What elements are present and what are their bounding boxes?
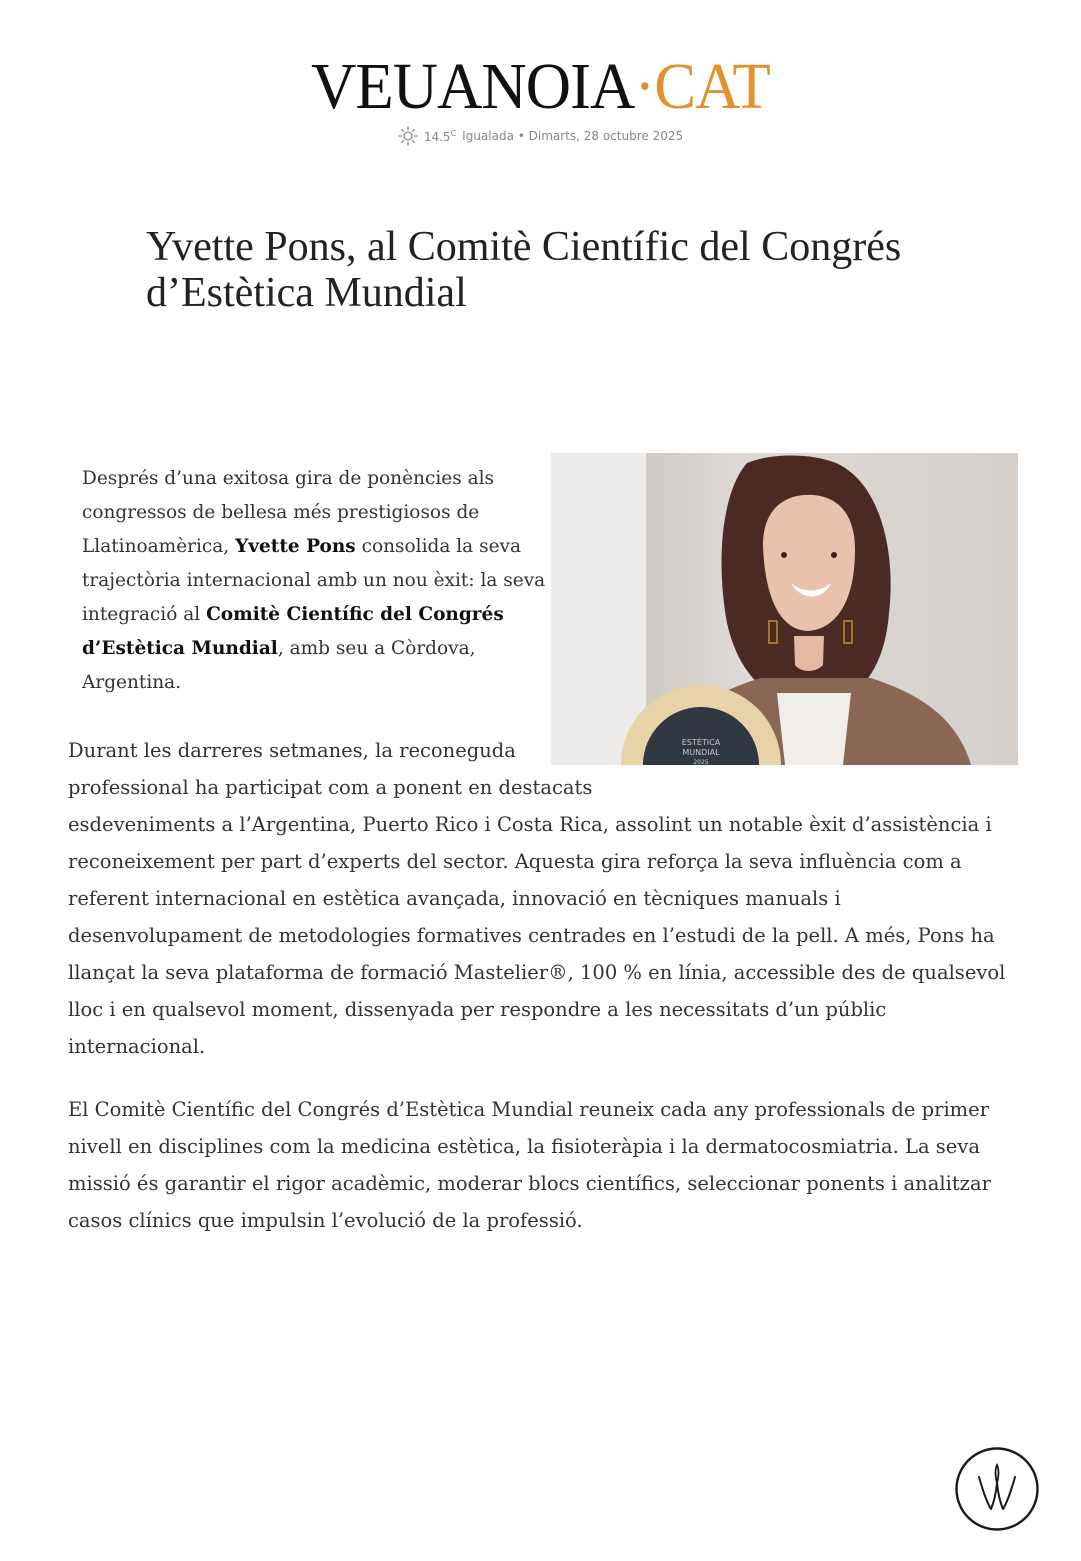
logo-separator: · bbox=[634, 50, 655, 123]
logo-suffix: CAT bbox=[654, 50, 770, 123]
portrait-image bbox=[551, 453, 1018, 765]
plaque-line-3: 2025 bbox=[693, 759, 709, 765]
sun-icon bbox=[398, 126, 418, 146]
site-logo[interactable] bbox=[311, 50, 770, 123]
bold-committee: Comitè Científic del Congrés d’Estètica Mundial bbox=[82, 604, 504, 659]
bold-name: Yvette Pons bbox=[235, 536, 356, 557]
weather-location-date: Igualada • Dimarts, 28 octubre 2025 bbox=[462, 129, 684, 143]
article-headline: Yvette Pons, al Comitè Científic del Congrés d’Estètica Mundial bbox=[146, 224, 902, 316]
paragraph-2-start: Durant les darreres setmanes, la reconeguda professional ha participat com a ponent en destacats bbox=[68, 739, 593, 799]
weather-bar bbox=[398, 126, 683, 146]
article-intro: Després d’una exitosa gira de ponències als congressos de bellesa més prestigiosos de Llatinoamèrica, Yvette Pons consolida la seva trajectòria internacional amb un nou èxit: la seva integració al Comitè Científic del Congrés d’Estètica Mundial, amb seu a Còrdova, Argentina. bbox=[82, 468, 546, 693]
article-photo bbox=[551, 453, 1018, 765]
article-paragraph-2 bbox=[68, 732, 1008, 1065]
publisher-badge-icon[interactable] bbox=[955, 1447, 1039, 1531]
paragraph-2-rest: esdeveniments a l’Argentina, Puerto Rico i Costa Rica, assolint un notable èxit d’assistència i reconeixement per part d’experts del sector. Aquesta gira reforça la seva influència com a referent internacional en estètica avançada, innovació en tècniques manuals i desenvolupament de metodologies formatives centrades en l’estudi de la pell. A més, Pons ha llançat la seva plataforma de formació Mastelier®, 100 % en línia, accessible des de qualsevol lloc i en qualsevol moment, dissenyada per respondre a les necessitats d’un públic internacional. bbox=[68, 813, 1006, 1058]
plaque-line-1: ESTÈTICA bbox=[681, 738, 721, 747]
masthead bbox=[0, 50, 1081, 150]
logo-main: VEUANOIA bbox=[311, 50, 635, 123]
weather-temperature: $14.5^C$ bbox=[423, 128, 457, 144]
article-paragraph-3: El Comitè Científic del Congrés d’Estètica Mundial reuneix cada any professionals de primer nivell en disciplines com la medicina estètica, la fisioteràpia i la dermatocosmiatria. La seva missió és garantir el rigor acadèmic, moderar blocs científics, seleccionar ponents i analitzar casos clínics que impulsin l’evolució de la professió. bbox=[68, 1098, 991, 1232]
plaque-line-2: MUNDIAL bbox=[682, 748, 720, 757]
